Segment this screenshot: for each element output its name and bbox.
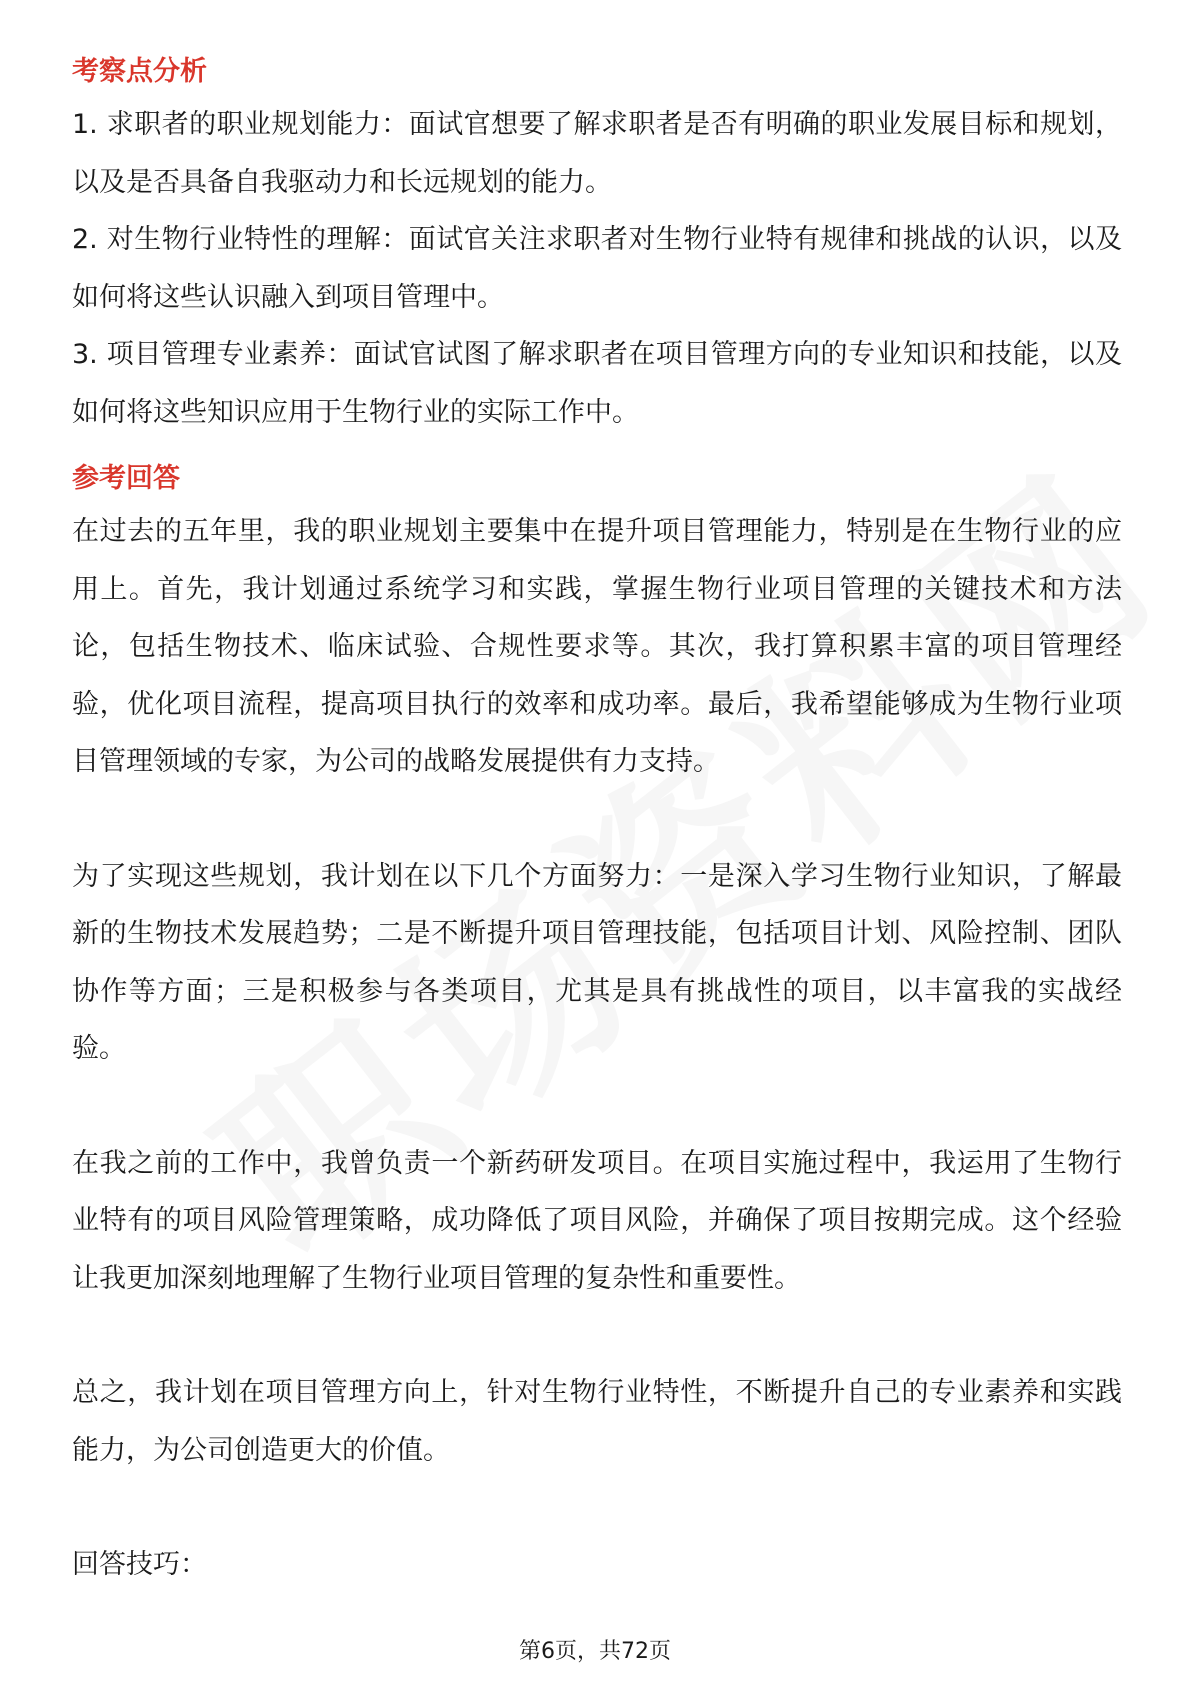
answer-paragraph-4: 总之，我计划在项目管理方向上，针对生物行业特性，不断提升自己的专业素养和实践能力，为公司创造更大的价值。 xyxy=(72,1377,1122,1466)
analysis-section xyxy=(72,48,1122,441)
answer-heading: 参考回答 xyxy=(72,463,180,494)
document-page xyxy=(72,48,1122,1593)
page-number-footer: 第6页，共72页 xyxy=(519,1639,671,1664)
spacer xyxy=(72,441,1122,455)
tips-label: 回答技巧： xyxy=(72,1549,207,1580)
paragraph-gap xyxy=(72,791,1122,848)
paragraph-gap xyxy=(72,1479,1122,1536)
answer-section xyxy=(72,455,1122,1593)
answer-paragraph-1: 在过去的五年里，我的职业规划主要集中在提升项目管理能力，特别是在生物行业的应用上。首先，我计划通过系统学习和实践，掌握生物行业项目管理的关键技术和方法论，包括生物技术、临床试验、合规性要求等。其次，我打算积累丰富的项目管理经验，优化项目流程，提高项目执行的效率和成功率。最后，我希望能够成为生物行业项目管理领域的专家，为公司的战略发展提供有力支持。 xyxy=(72,516,1122,777)
paragraph-gap xyxy=(72,1307,1122,1364)
answer-paragraph-3: 在我之前的工作中，我曾负责一个新药研发项目。在项目实施过程中，我运用了生物行业特有的项目风险管理策略，成功降低了项目风险，并确保了项目按期完成。这个经验让我更加深刻地理解了生物行业项目管理的复杂性和重要性。 xyxy=(72,1147,1122,1294)
answer-paragraph-2: 为了实现这些规划，我计划在以下几个方面努力：一是深入学习生物行业知识，了解最新的生物技术发展趋势；二是不断提升项目管理技能，包括项目计划、风险控制、团队协作等方面；三是积极参与各类项目，尤其是具有挑战性的项目，以丰富我的实战经验。 xyxy=(72,860,1122,1064)
analysis-heading: 考察点分析 xyxy=(72,56,207,87)
analysis-point-2: 2. 对生物行业特性的理解：面试官关注求职者对生物行业特有规律和挑战的认识，以及如何将这些认识融入到项目管理中。 xyxy=(72,224,1122,313)
paragraph-gap xyxy=(72,1078,1122,1135)
analysis-point-1: 1. 求职者的职业规划能力：面试官想要了解求职者是否有明确的职业发展目标和规划，以及是否具备自我驱动力和长远规划的能力。 xyxy=(72,109,1122,198)
analysis-point-3: 3. 项目管理专业素养：面试官试图了解求职者在项目管理方向的专业知识和技能，以及如何将这些知识应用于生物行业的实际工作中。 xyxy=(72,339,1122,428)
